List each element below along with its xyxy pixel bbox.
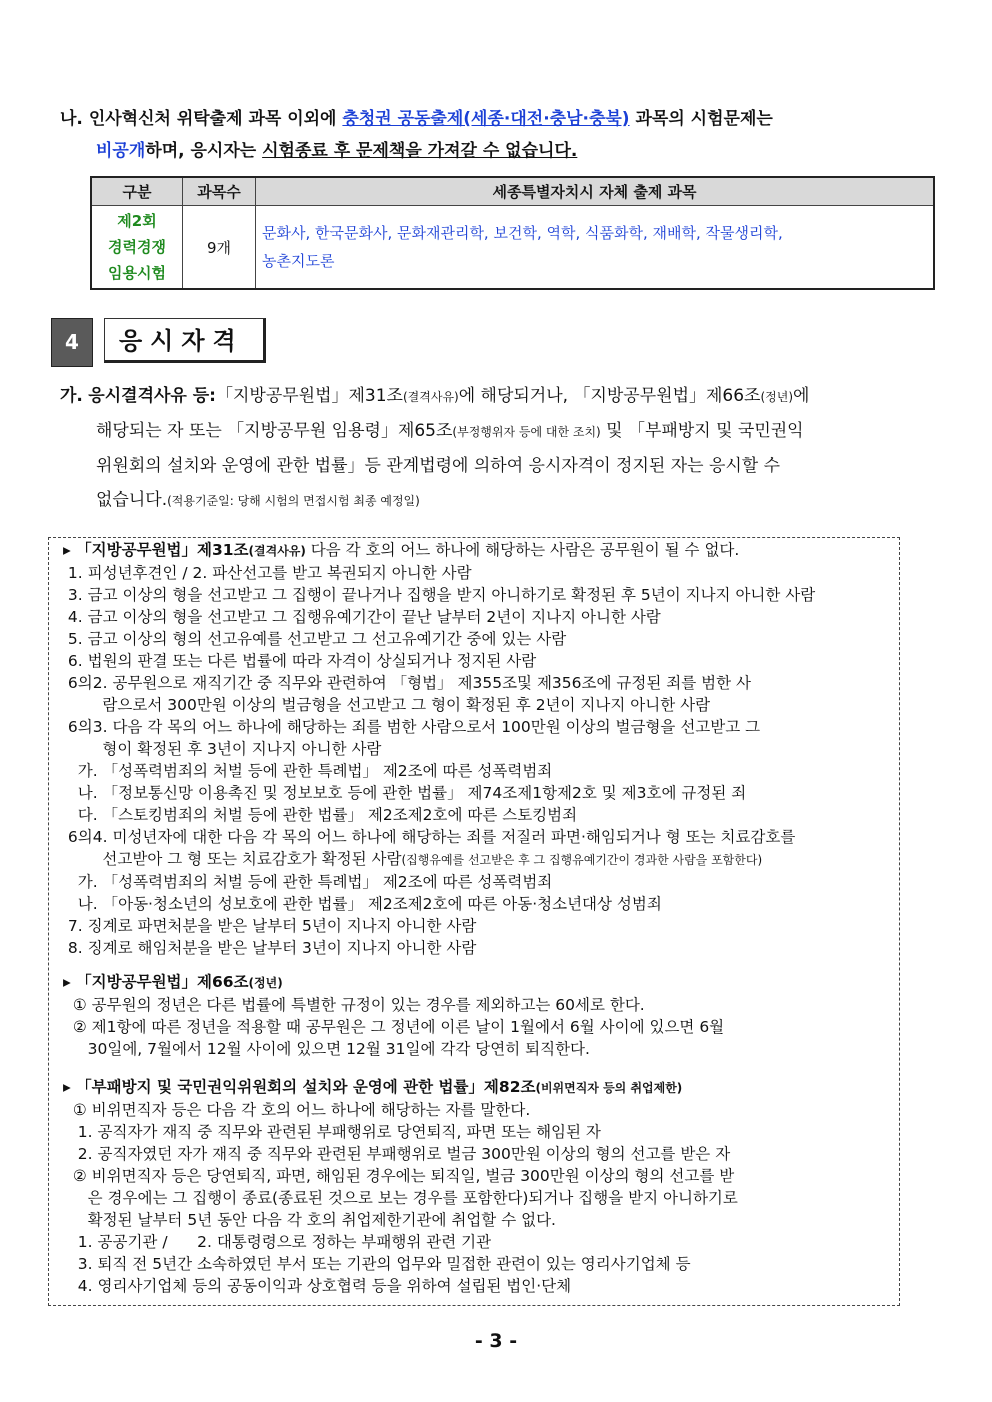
spacer	[63, 1060, 899, 1076]
ga-line3: 위원회의 설치와 운영에 관한 법률」등 관계법령에 의하여 응시자격이 정지된 자는 응시할 수	[96, 456, 781, 476]
law82-heading: ▸ 「부패방지 및 국민권익위원회의 설치와 운영에 관한 법률」제82조(비위면직자 등의 취업제한)	[63, 1078, 683, 1096]
list-item: 6. 법원의 판결 또는 다른 법률에 따라 자격이 상실되거나 정지된 사람	[63, 652, 537, 670]
list-item: 2. 공직자였던 자가 재직 중 직무와 관련된 부패행위로 벌금 300만원 이상의 형의 선고를 받은 자	[63, 1145, 731, 1163]
list-item: 1. 피성년후견인 / 2. 파산선고를 받고 복권되지 아니한 사람	[63, 564, 472, 582]
list-item: ② 제1항에 따른 정년을 적용할 때 공무원은 그 정년에 이른 날이 1월에서 6월 사이에 있으면 6월	[63, 1018, 725, 1036]
list-item: 선고받아 그 형 또는 치료감호가 확정된 사람(집행유예를 선고받은 후 그 집행유예기간이 경과한 사람을 포함한다)	[63, 850, 763, 868]
list-item: 나. 「아동·청소년의 성보호에 관한 법률」 제2조제2호에 따른 아동·청소년대상 성범죄	[63, 895, 662, 913]
law-excerpt-box	[48, 537, 900, 1306]
list-item: 1. 공공기관 / 2. 대통령령으로 정하는 부패행위 관련 기관	[63, 1233, 492, 1251]
section-number: 4	[51, 318, 93, 367]
subject-table	[90, 176, 935, 290]
ga-line4: 없습니다.(적용기준일: 당해 시험의 면접시험 최종 예정일)	[96, 490, 420, 510]
list-item: ② 비위면직자 등은 당연퇴직, 파면, 해임된 경우에는 퇴직일, 벌금 300만원 이상의 형의 선고를 받	[63, 1167, 735, 1185]
ga-line1: 가. 응시결격사유 등:「지방공무원법」제31조(결격사유)에 해당되거나, 「지방공무원법」제66조(정년)에	[60, 386, 810, 406]
table-header-row	[91, 177, 934, 206]
list-item: 3. 금고 이상의 형을 선고받고 그 집행이 끝나거나 집행을 받지 아니하기로 확정된 후 5년이 지나지 아니한 사람	[63, 586, 816, 604]
list-item: 가. 「성폭력범죄의 처벌 등에 관한 특례법」 제2조에 따른 성폭력범죄	[63, 762, 553, 780]
table-row	[91, 206, 934, 290]
subject-count-cell: 9개	[183, 206, 256, 290]
section-na	[60, 103, 950, 167]
list-item: 4. 영리사기업체 등의 공동이익과 상호협력 등을 위하여 설립된 법인·단체	[63, 1277, 572, 1295]
law66-items	[63, 994, 899, 1060]
law82-items	[63, 1099, 899, 1297]
exam-name-cell: 제2회 경력경쟁 임용시험	[91, 206, 183, 290]
na-line1: 나. 인사혁신처 위탁출제 과목 이외에 충청권 공동출제(세종·대전·충남·충북) 과목의 시험문제는	[60, 109, 773, 129]
law66-heading: ▸ 「지방공무원법」제66조(정년)	[63, 973, 283, 991]
list-item: 6의2. 공무원으로 재직기간 중 직무와 관련하여 「형법」 제355조및 제356조에 규정된 죄를 범한 사	[63, 674, 751, 692]
list-item: 람으로서 300만원 이상의 벌금형을 선고받고 그 형이 확정된 후 2년이 지나지 아니한 사람	[63, 696, 711, 714]
col-header-category: 구분	[91, 177, 183, 206]
list-item: 6의4. 미성년자에 대한 다음 각 목의 어느 하나에 해당하는 죄를 저질러 파면·해임되거나 형 또는 치료감호를	[63, 828, 796, 846]
list-item: 8. 징계로 해임처분을 받은 날부터 3년이 지나지 아니한 사람	[63, 939, 477, 957]
law31-heading: ▸ 「지방공무원법」제31조(결격사유) 다음 각 호의 어느 하나에 해당하는 사람은 공무원이 될 수 없다.	[63, 541, 740, 559]
spacer	[63, 959, 899, 971]
list-item: 형이 확정된 후 3년이 지나지 아니한 사람	[63, 740, 382, 758]
ga-label: 가.	[60, 386, 83, 406]
list-item: 6의3. 다음 각 목의 어느 하나에 해당하는 죄를 범한 사람으로서 100만원 이상의 벌금형을 선고받고 그	[63, 718, 761, 736]
joint-exam-link: 충청권 공동출제(세종·대전·충남·충북)	[342, 109, 630, 129]
list-item: ① 공무원의 정년은 다른 법률에 특별한 규정이 있는 경우를 제외하고는 60세로 한다.	[63, 996, 645, 1014]
list-item: 3. 퇴직 전 5년간 소속하였던 부서 또는 기관의 업무와 밀접한 관련이 있는 영리사기업체 등	[63, 1255, 691, 1273]
na-line2: 비공개하며, 응시자는 시험종료 후 문제책을 가져갈 수 없습니다.	[96, 141, 578, 161]
list-item: 은 경우에는 그 집행이 종료(종료된 것으로 보는 경우를 포함한다)되거나 집행을 받지 아니하기로	[63, 1189, 738, 1207]
page-number: - 3 -	[474, 1330, 518, 1352]
list-item: 가. 「성폭력범죄의 처벌 등에 관한 특례법」 제2조에 따른 성폭력범죄	[63, 873, 553, 891]
list-item: 1. 공직자가 재직 중 직무와 관련된 부패행위로 당연퇴직, 파면 또는 해임된 자	[63, 1123, 601, 1141]
list-item: 7. 징계로 파면처분을 받은 날부터 5년이 지나지 아니한 사람	[63, 917, 477, 935]
col-header-count: 과목수	[183, 177, 256, 206]
law31-items	[63, 562, 899, 959]
section-title: 응시자격	[104, 318, 266, 363]
list-item: 확정된 날부터 5년 동안 다음 각 호의 취업제한기관에 취업할 수 없다.	[63, 1211, 556, 1229]
ga-line2: 해당되는 자 또는 「지방공무원 임용령」제65조(부정행위자 등에 대한 조치) 및 「부패방지 및 국민권익	[96, 421, 804, 441]
list-item: 4. 금고 이상의 형을 선고받고 그 집행유예기간이 끝난 날부터 2년이 지나지 아니한 사람	[63, 608, 661, 626]
subject-list-cell: 문화사, 한국문화사, 문화재관리학, 보건학, 역학, 식품화학, 재배학, 작물생리학, 농촌지도론	[256, 206, 935, 290]
col-header-subjects: 세종특별자치시 자체 출제 과목	[256, 177, 935, 206]
na-label: 나.	[60, 109, 83, 129]
list-item: 다. 「스토킹범죄의 처벌 등에 관한 법률」 제2조제2호에 따른 스토킹범죄	[63, 806, 578, 824]
list-item: ① 비위면직자 등은 다음 각 호의 어느 하나에 해당하는 자를 말한다.	[63, 1101, 531, 1119]
section-ga	[60, 379, 950, 518]
list-item: 5. 금고 이상의 형의 선고유예를 선고받고 그 선고유예기간 중에 있는 사람	[63, 630, 567, 648]
list-item: 30일에, 7월에서 12월 사이에 있으면 12월 31일에 각각 당연히 퇴직한다.	[63, 1040, 590, 1058]
list-item: 나. 「정보통신망 이용촉진 및 정보보호 등에 관한 법률」 제74조제1항제2호 및 제3호에 규정된 죄	[63, 784, 747, 802]
